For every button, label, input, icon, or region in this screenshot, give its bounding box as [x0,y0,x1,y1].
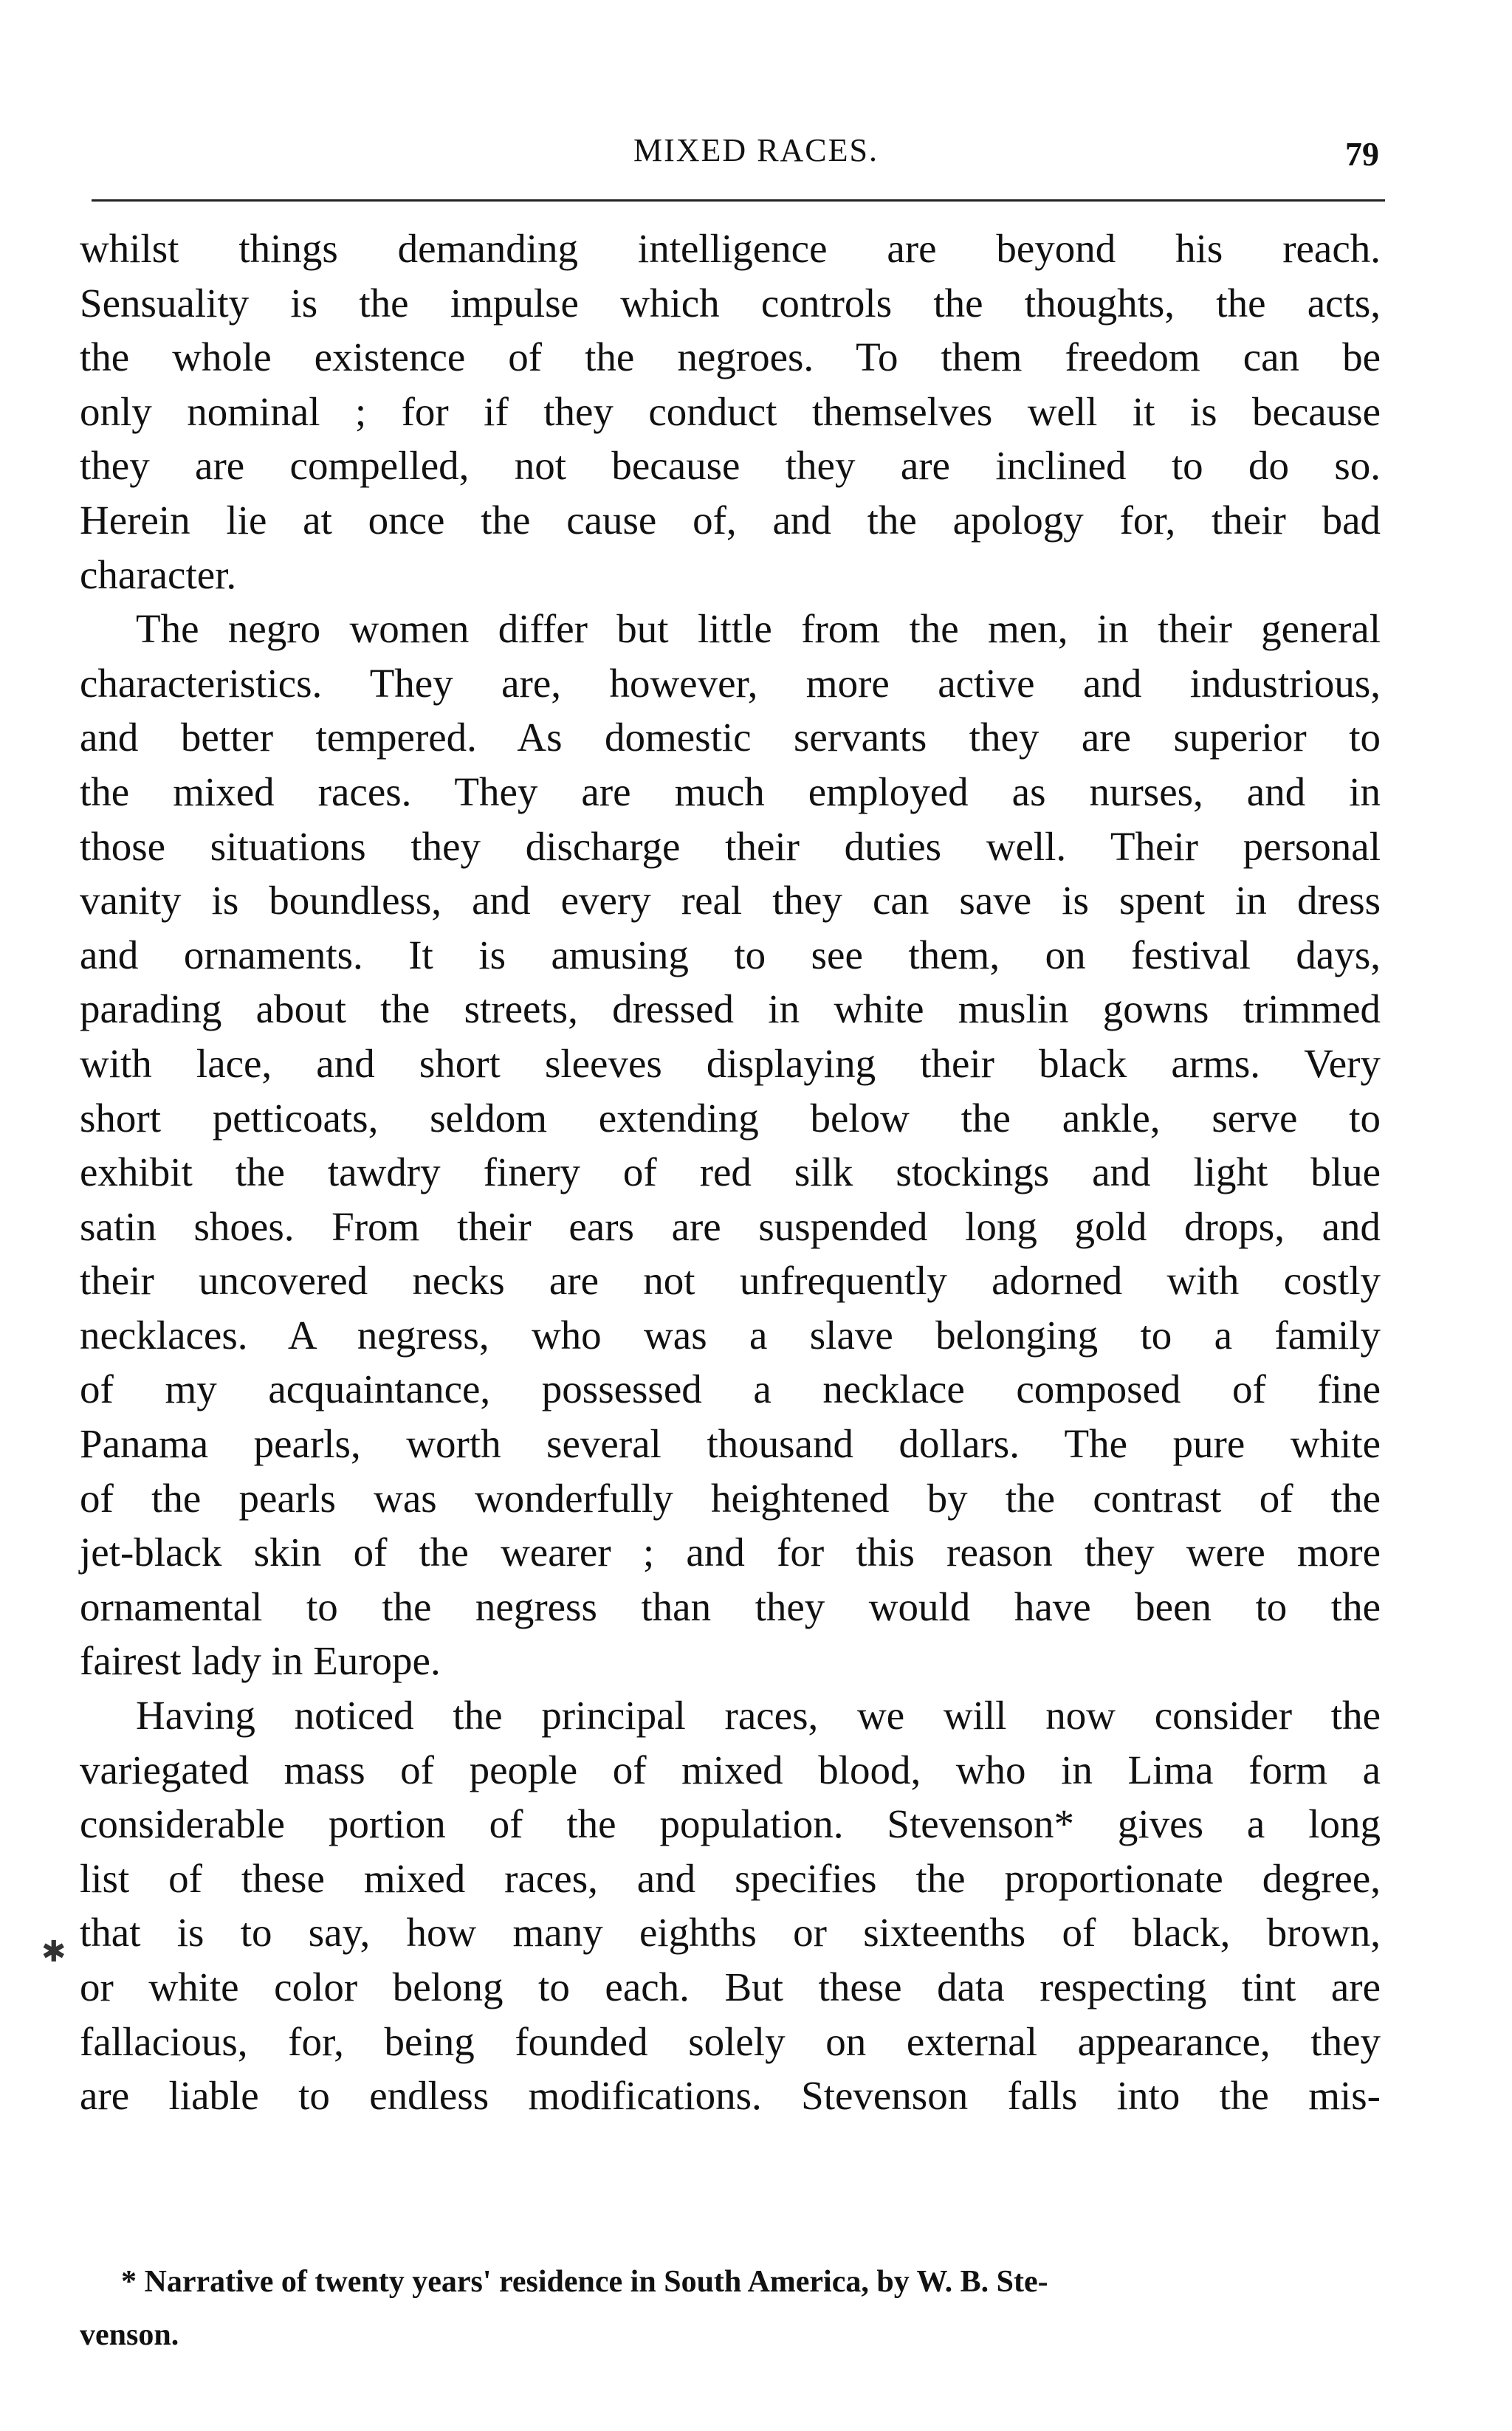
footnote-line: * Narrative of twenty years' residence in South America, by W. B. Ste- [121,2265,1048,2299]
text-line: the mixed races. They are much employed as nurses, and in [80,769,1381,814]
text-line: Sensuality is the impulse which controls the thoughts, the acts, [80,280,1381,326]
text-line: necklaces. A negress, who was a slave belonging to a family [80,1312,1381,1358]
text-line: character. [80,551,237,597]
text-line: and ornaments. It is amusing to see them, on festival days, [80,932,1381,977]
text-line: Herein lie at once the cause of, and the apology for, their bad [80,497,1381,543]
text-line: variegated mass of people of mixed blood, who in Lima form a [80,1747,1381,1792]
paragraph [80,602,1381,1688]
text-line: list of these mixed races, and specifies the proportionate degree, [80,1855,1381,1901]
text-line: or white color belong to each. But these data respecting tint are [80,1964,1381,2009]
text-line: considerable portion of the population. Stevenson* gives a long [80,1801,1381,1847]
paragraph [80,221,1381,602]
page-number: 79 [1345,135,1379,173]
text-line: of my acquaintance, possessed a necklace composed of fine [80,1366,1381,1412]
text-line: fairest lady in Europe. [80,1638,441,1684]
text-line: The negro women differ but little from the men, in their general [136,606,1381,652]
footnote-line: venson. [80,2318,179,2352]
text-line: and better tempered. As domestic servants they are superior to [80,715,1381,760]
text-line: that is to say, how many eighths or sixteenths of black, brown, [80,1910,1381,1956]
text-line: with lace, and short sleeves displaying their black arms. Very [80,1040,1381,1086]
running-head [0,131,1512,176]
text-line: Panama pearls, worth several thousand dollars. The pure white [80,1421,1381,1467]
text-line: jet-black skin of the wearer ; and for this reason they were more [80,1530,1381,1575]
text-line: short petticoats, seldom extending below the ankle, serve to [80,1095,1381,1141]
margin-mark-icon: ✱ [41,1935,66,1968]
text-line: those situations they discharge their duties well. Their personal [80,823,1381,869]
text-line: their uncovered necks are not unfrequently adorned with costly [80,1258,1381,1304]
text-line: satin shoes. From their ears are suspended long gold drops, and [80,1203,1381,1249]
text-line: only nominal ; for if they conduct themselves well it is because [80,388,1381,434]
text-line: parading about the streets, dressed in white muslin gowns trimmed [80,986,1381,1032]
text-line: are liable to endless modifications. Stevenson falls into the mis- [80,2073,1381,2119]
text-line: ornamental to the negress than they would have been to the [80,1584,1381,1629]
text-line: Having noticed the principal races, we will now consider the [136,1693,1381,1739]
text-line: the whole existence of the negroes. To them freedom can be [80,334,1381,380]
text-line: vanity is boundless, and every real they can save is spent in dress [80,878,1381,924]
text-line: they are compelled, not because they are inclined to do so. [80,443,1381,489]
text-line: of the pearls was wonderfully heightened by the contrast of the [80,1475,1381,1521]
text-line: characteristics. They are, however, more active and industrious, [80,660,1381,706]
header-rule [92,199,1385,202]
footnote [80,2255,1381,2362]
paragraph [80,1688,1381,2123]
text-line: fallacious, for, being founded solely on external appearance, they [80,2018,1381,2064]
text-line: whilst things demanding intelligence are beyond his reach. [80,226,1381,271]
running-title: MIXED RACES. [633,132,879,168]
text-line: exhibit the tawdry finery of red silk stockings and light blue [80,1149,1381,1195]
body-text [80,221,1381,2123]
